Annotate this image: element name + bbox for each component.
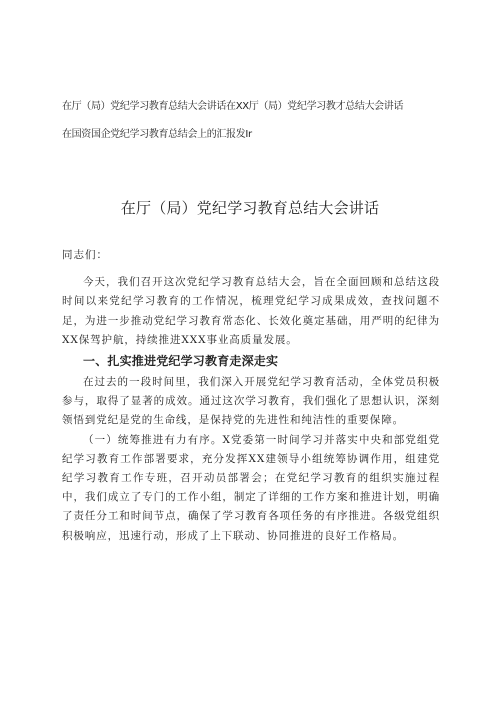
related-titles <box>62 100 462 142</box>
document-title: 在厅（局）党纪学习教育总结大会讲话 <box>120 199 380 217</box>
intro-paragraph: 今天，我们召开这次党纪学习教育总结大会，旨在全面回顾和总结这段时间以来党纪学习教育的工作情况，梳理党纪学习成果成效，查找问题不足，为进一步推动党纪学习教育常态化、长效化奠定基础，用严明的纪律为XX保驾护航，持续推进XXX事业高质量发展。 <box>62 276 440 346</box>
document-body <box>62 246 440 546</box>
section-1-paragraph: 在过去的一段时间里，我们深入开展党纪学习教育活动，全体党员积极参与，取得了显著的成效。通过这次学习教育，我们强化了思想认识，深刻领悟到党纪是党的生命线，是保持党的先进性和纯洁性的重要保障。 <box>62 376 440 427</box>
section-1-heading: 一、扎实推进党纪学习教育走深走实 <box>83 354 279 369</box>
subsection-1-paragraph: （一）统筹推进有力有序。X党委第一时间学习并落实中央和部党组党纪学习教育工作部署要求，充分发挥XX建领导小组统筹协调作用，组建党纪学习教育工作专班，召开动员部署会；在党纪学习教育的组织实施过程中，我们成立了专门的工作小组，制定了详细的工作方案和推进计划，明确了责任分工和时间节点，确保了学习教育各项任务的有序推进。各级党组织积极响应，迅速行动，形成了上下联动、协同推进的良好工作格局。 <box>62 433 440 542</box>
related-title-line-1: 在厅（局）党纪学习教育总结大会讲话在XX厅（局）党纪学习教才总结大会讲话 <box>62 101 404 112</box>
related-title-line-2: 在国资国企党纪学习教育总结会上的汇报发Ir <box>62 129 252 140</box>
salutation: 同志们： <box>62 249 108 261</box>
